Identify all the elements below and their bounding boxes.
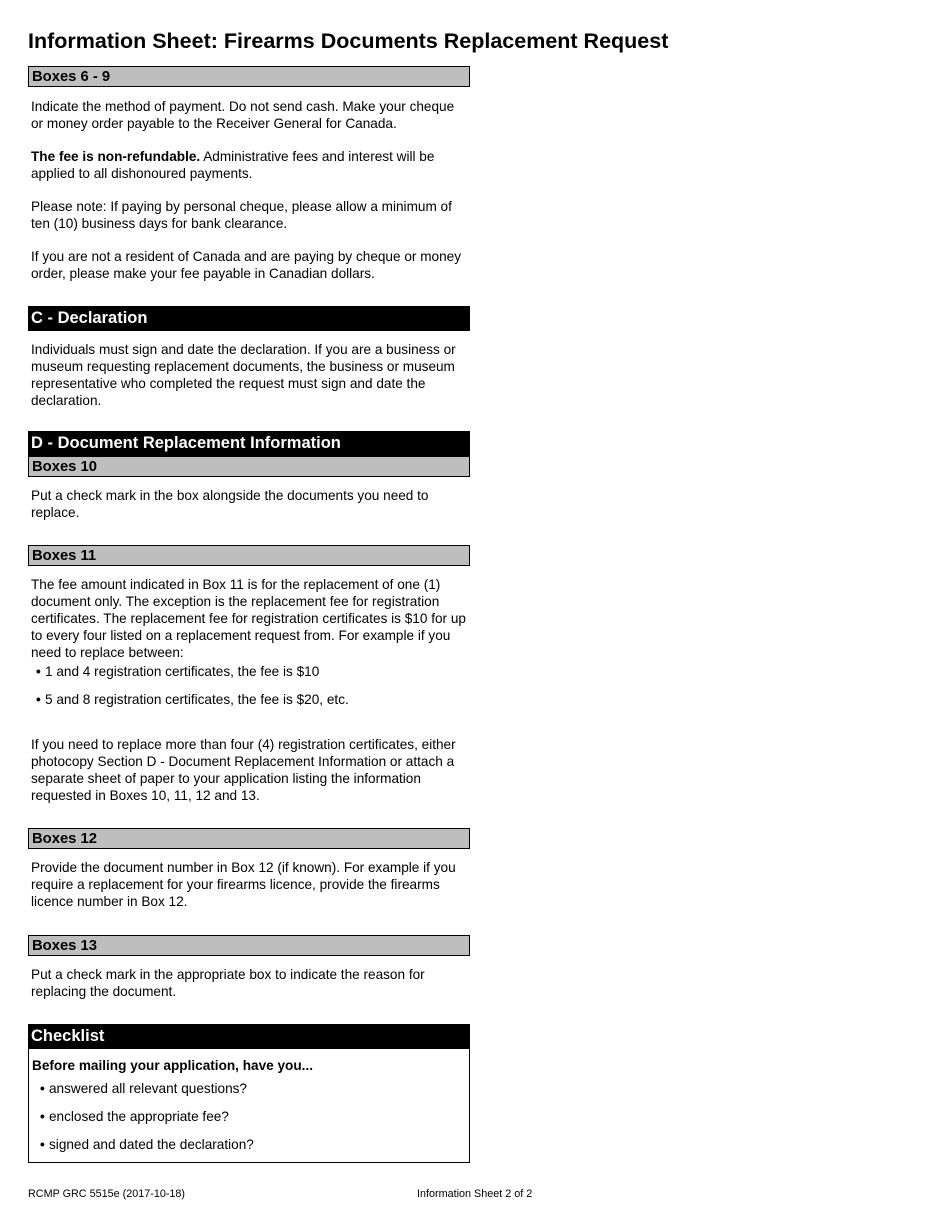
page-title: Information Sheet: Firearms Documents Replacement Request xyxy=(28,29,669,53)
canadian-dollars-paragraph: If you are not a resident of Canada and are paying by cheque or money order, please make your fee payable in Canadian dollars. xyxy=(31,249,461,281)
declaration-paragraph: Individuals must sign and date the declaration. If you are a business or museum requesting replacement documents, the business or museum representative who completed the request must sign and date the declaration. xyxy=(31,342,456,408)
non-refundable-rest: Administrative fees and interest will be applied to all dishonoured payments. xyxy=(31,149,435,181)
bullet-icon: • xyxy=(36,664,41,679)
section-d-heading: D - Document Replacement Information xyxy=(28,431,470,456)
fee-bullet-item xyxy=(28,663,470,680)
bullet-icon: • xyxy=(40,1137,45,1152)
checklist-item xyxy=(32,1136,466,1153)
footer-form-id: RCMP GRC 5515e (2017-10-18) xyxy=(28,1188,186,1200)
checklist-item-text: enclosed the appropriate fee? xyxy=(49,1109,229,1124)
checklist-item-text: signed and dated the declaration? xyxy=(49,1137,254,1152)
boxes-13-heading: Boxes 13 xyxy=(28,935,470,956)
boxes-10-paragraph: Put a check mark in the box alongside the documents you need to replace. xyxy=(31,488,429,520)
bullet-icon: • xyxy=(40,1081,45,1096)
bullet-icon: • xyxy=(40,1109,45,1124)
declaration-heading: C - Declaration xyxy=(28,306,470,331)
non-refundable-paragraph xyxy=(28,148,470,182)
boxes-10-heading: Boxes 10 xyxy=(28,456,470,477)
boxes-11-paragraph: The fee amount indicated in Box 11 is for the replacement of one (1) document only. The exception is the replacement fee for registration certificates. The replacement fee for registration certificates is $10 for up to every four listed on a replacement request from. For example if you need to replace between: xyxy=(31,577,466,660)
checklist-intro: Before mailing your application, have you... xyxy=(32,1058,313,1073)
fee-bullet-item xyxy=(28,691,470,708)
checklist-heading: Checklist xyxy=(28,1024,470,1049)
bullet-icon: • xyxy=(36,692,41,707)
boxes-11-heading: Boxes 11 xyxy=(28,545,470,566)
cheque-clearance-paragraph: Please note: If paying by personal cheque, please allow a minimum of ten (10) business days for bank clearance. xyxy=(31,199,452,231)
boxes-6-9-heading: Boxes 6 - 9 xyxy=(28,66,470,87)
checklist-item xyxy=(32,1080,466,1097)
boxes-12-heading: Boxes 12 xyxy=(28,828,470,849)
checklist-box xyxy=(28,1049,470,1163)
footer-page-number: Information Sheet 2 of 2 xyxy=(417,1188,533,1200)
boxes-13-paragraph: Put a check mark in the appropriate box to indicate the reason for replacing the document. xyxy=(31,967,425,999)
checklist-item-text: answered all relevant questions? xyxy=(49,1081,247,1096)
non-refundable-bold: The fee is non-refundable. xyxy=(31,149,201,164)
fee-bullet-text: 5 and 8 registration certificates, the fee is $20, etc. xyxy=(45,692,349,707)
boxes-12-paragraph: Provide the document number in Box 12 (if known). For example if you require a replacement for your firearms licence, provide the firearms licence number in Box 12. xyxy=(31,860,456,909)
more-certificates-paragraph: If you need to replace more than four (4) registration certificates, either photocopy Section D - Document Replacement Information or attach a separate sheet of paper to your application listing the information requested in Boxes 10, 11, 12 and 13. xyxy=(31,737,456,803)
fee-bullet-text: 1 and 4 registration certificates, the fee is $10 xyxy=(45,664,320,679)
checklist-item xyxy=(32,1108,466,1125)
content-column xyxy=(28,66,470,1163)
payment-method-paragraph: Indicate the method of payment. Do not send cash. Make your cheque or money order payable to the Receiver General for Canada. xyxy=(31,99,455,131)
